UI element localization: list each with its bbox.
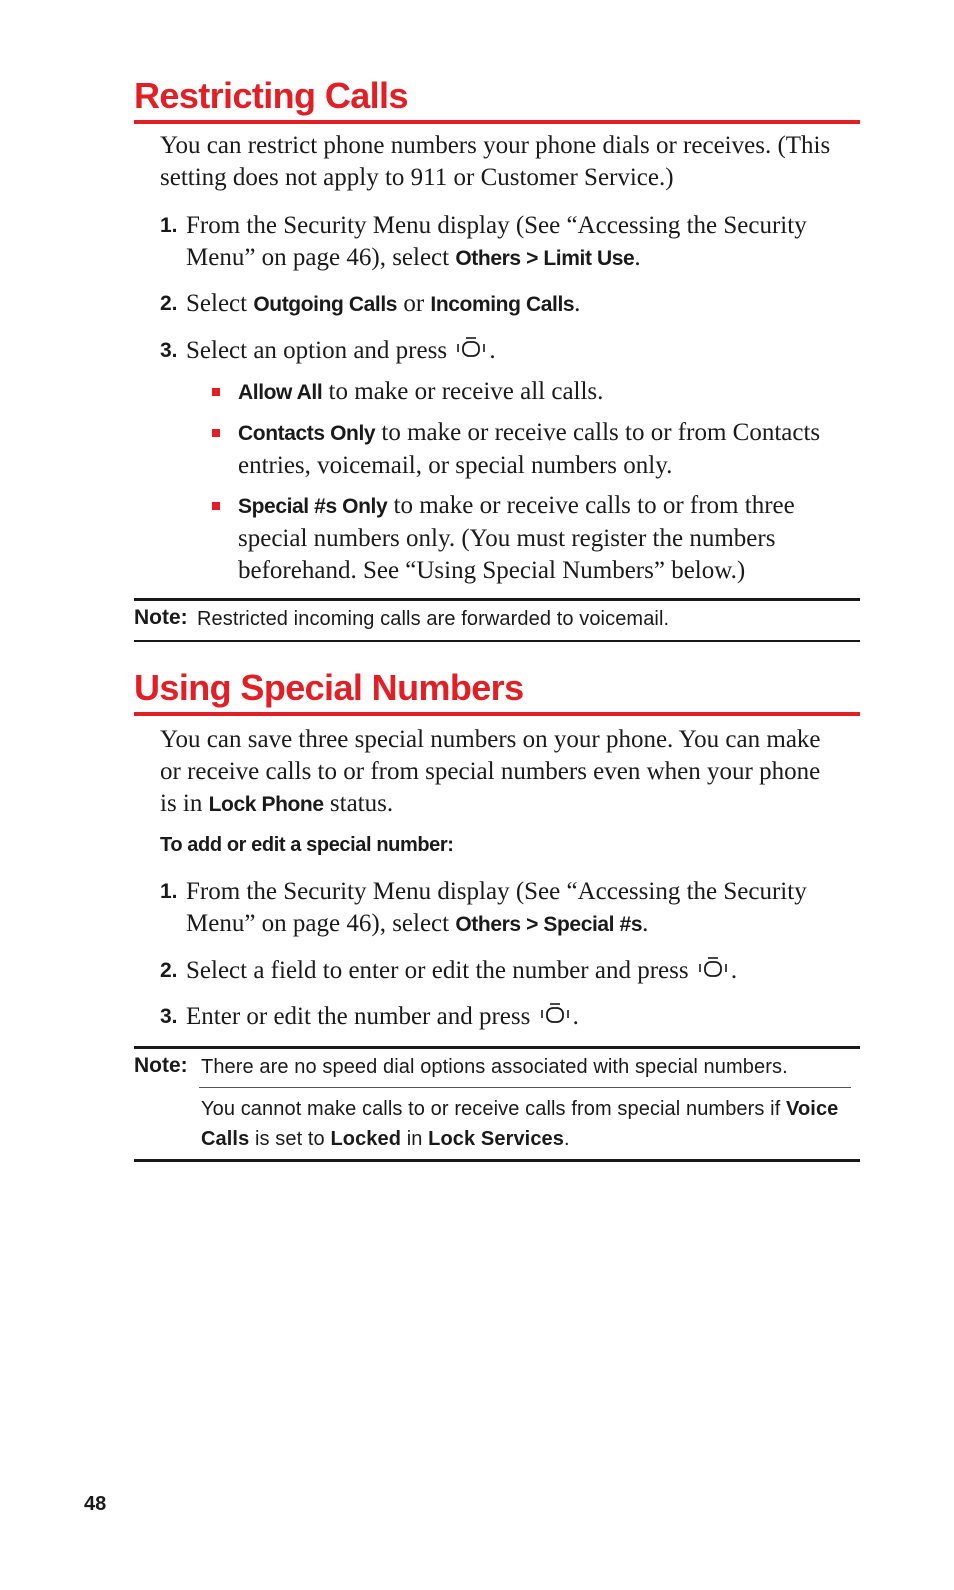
step-text-part: Select [186, 290, 254, 317]
step-number: 3. [160, 1005, 178, 1028]
step-text-part: . [574, 290, 581, 317]
menu-ok-key-icon [456, 336, 486, 369]
step-text-part: . [572, 1003, 579, 1030]
menu-path: Others > Limit Use [455, 247, 635, 270]
step-text-part: From the Security Menu display (See “Accessing the Security Menu” on page 46), select [186, 878, 807, 937]
step-text [186, 210, 856, 275]
note-text: Restricted incoming calls are forwarded to voicemail. [197, 608, 670, 630]
option-item [238, 490, 854, 587]
note-text-line2 [201, 1094, 856, 1154]
step-number: 1. [160, 214, 178, 237]
section-title-using-special-numbers: Using Special Numbers [134, 666, 860, 716]
procedure-subheading: To add or edit a special number: [160, 834, 454, 856]
step-text-part: Select a field to enter or edit the number and press [186, 957, 695, 984]
note-text-part: You cannot make calls to or receive calls from special numbers if [201, 1098, 787, 1120]
intro-text: status. [323, 790, 394, 817]
step-number: 2. [160, 959, 178, 982]
bullet-icon [212, 502, 220, 510]
special-numbers-intro [160, 724, 840, 821]
option-special-numbers-only: Special #s Only [238, 495, 388, 518]
note-label: Note: [134, 1054, 188, 1077]
step-text-part: Select an option and press [186, 337, 454, 364]
intro-text: You can save three special numbers on your phone. You can make or receive calls to or from special numbers even when your phone is in [160, 726, 821, 817]
option-outgoing-calls: Outgoing Calls [253, 293, 398, 316]
lock-services-menu: Lock Services [428, 1128, 565, 1150]
step-text-part: From the Security Menu display (See “Accessing the Security Menu” on page 46), select [186, 212, 807, 271]
page-number: 48 [84, 1493, 107, 1515]
option-description: to make or receive all calls. [322, 378, 604, 405]
note-text-part: . [564, 1128, 570, 1150]
menu-ok-key-icon [698, 956, 728, 989]
note-label: Note: [134, 606, 188, 629]
option-item [238, 417, 854, 482]
note-text-part: in [401, 1128, 429, 1150]
step-text [186, 1001, 856, 1035]
note-text-part: is set to [249, 1128, 331, 1150]
step-text-part: . [634, 244, 641, 271]
step-text-part: or [397, 290, 431, 317]
voice-calls-setting: Voice Calls [201, 1098, 839, 1150]
locked-value: Locked [330, 1128, 402, 1150]
step-text [186, 955, 856, 989]
note-top-rule [134, 1046, 860, 1049]
section-title-restricting-calls: Restricting Calls [134, 74, 860, 124]
step-text-part: . [642, 910, 649, 937]
step-text-part: Enter or edit the number and press [186, 1003, 537, 1030]
step-text [186, 876, 856, 941]
step-number: 2. [160, 292, 178, 315]
menu-path: Others > Special #s [455, 913, 643, 936]
lock-phone-status: Lock Phone [208, 793, 324, 816]
bullet-icon [212, 429, 220, 437]
option-description: to make or receive calls to or from three special numbers only. (You must register the numbers beforehand. See “Using Special Numbers” below.) [238, 492, 795, 584]
step-number: 1. [160, 880, 178, 903]
note-inner-divider [199, 1087, 851, 1088]
note-top-rule [134, 598, 860, 601]
note-bottom-rule [134, 640, 860, 642]
step-text-part: . [489, 337, 496, 364]
note-text-line1: There are no speed dial options associated with special numbers. [201, 1056, 788, 1078]
bullet-icon [212, 388, 220, 396]
option-contacts-only: Contacts Only [238, 422, 376, 445]
step-number: 3. [160, 339, 178, 362]
note-bottom-rule [134, 1159, 860, 1162]
restricting-intro: You can restrict phone numbers your phone dials or receives. (This setting does not apply to 911 or Customer Service.) [160, 132, 831, 191]
step-text [186, 288, 856, 321]
menu-ok-key-icon [540, 1002, 570, 1035]
step-text-part: . [730, 957, 738, 984]
option-incoming-calls: Incoming Calls [430, 293, 575, 316]
step-text [186, 335, 856, 369]
option-item [238, 376, 854, 409]
option-allow-all: Allow All [238, 381, 323, 404]
option-description: to make or receive calls to or from Contacts entries, voicemail, or special numbers only. [238, 419, 821, 479]
